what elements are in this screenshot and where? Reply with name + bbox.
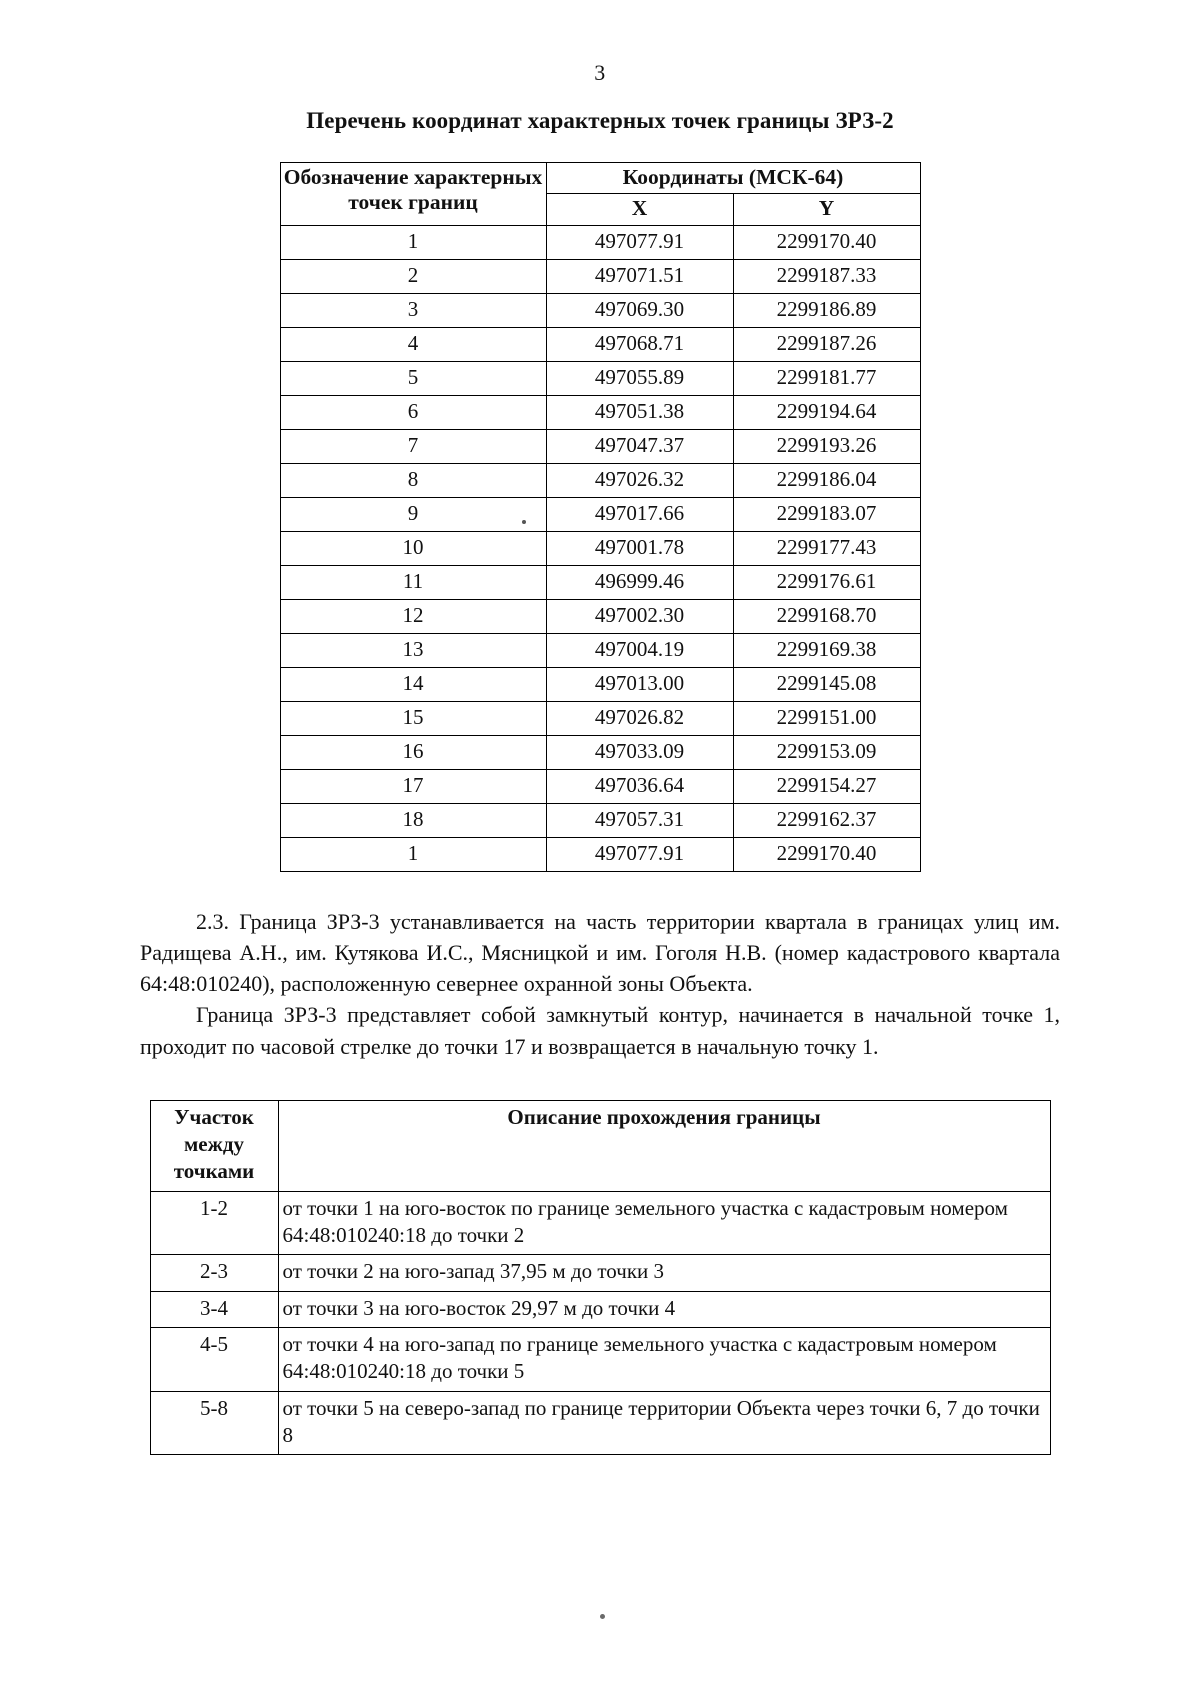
cell-point: 11 xyxy=(280,565,546,599)
cell-point: 13 xyxy=(280,633,546,667)
table-row xyxy=(150,1291,1050,1327)
cell-y: 2299145.08 xyxy=(733,667,920,701)
page-title: Перечень координат характерных точек границы ЗРЗ-2 xyxy=(306,108,894,133)
cell-x: 497004.19 xyxy=(546,633,733,667)
table-row xyxy=(280,803,920,837)
cell-point: 5 xyxy=(280,361,546,395)
table-row xyxy=(280,225,920,259)
cell-segment: 1-2 xyxy=(150,1191,278,1255)
cell-x: 497077.91 xyxy=(546,225,733,259)
coordinate-table xyxy=(280,162,921,872)
table-row xyxy=(280,837,920,871)
cell-y: 2299194.64 xyxy=(733,395,920,429)
header-y: Y xyxy=(733,194,920,225)
cell-point: 10 xyxy=(280,531,546,565)
table-row xyxy=(280,429,920,463)
description-table-head xyxy=(150,1100,1050,1191)
cell-x: 497036.64 xyxy=(546,769,733,803)
cell-point: 14 xyxy=(280,667,546,701)
cell-y: 2299181.77 xyxy=(733,361,920,395)
cell-point: 12 xyxy=(280,599,546,633)
table-row xyxy=(280,497,920,531)
paragraph-contour: Граница ЗРЗ-3 представляет собой замкнутый контур, начинается в начальной точке 1, проходит по часовой стрелке до точки 17 и возвращается в начальную точку 1. xyxy=(140,1002,1060,1059)
cell-segment: 2-3 xyxy=(150,1255,278,1291)
table-header-row xyxy=(280,163,920,194)
cell-y: 2299193.26 xyxy=(733,429,920,463)
cell-y: 2299169.38 xyxy=(733,633,920,667)
cell-x: 497002.30 xyxy=(546,599,733,633)
page-number: 3 xyxy=(594,60,606,85)
cell-point: 3 xyxy=(280,293,546,327)
cell-point: 1 xyxy=(280,225,546,259)
cell-x: 497026.82 xyxy=(546,701,733,735)
cell-x: 497047.37 xyxy=(546,429,733,463)
cell-segment: 4-5 xyxy=(150,1327,278,1391)
cell-x: 497017.66 xyxy=(546,497,733,531)
cell-y: 2299151.00 xyxy=(733,701,920,735)
cell-y: 2299170.40 xyxy=(733,225,920,259)
cell-y: 2299176.61 xyxy=(733,565,920,599)
cell-y: 2299162.37 xyxy=(733,803,920,837)
cell-x: 497077.91 xyxy=(546,837,733,871)
table-row xyxy=(280,463,920,497)
table-row xyxy=(280,599,920,633)
cell-point: 18 xyxy=(280,803,546,837)
table-row xyxy=(280,327,920,361)
cell-segment: 5-8 xyxy=(150,1391,278,1455)
cell-y: 2299186.04 xyxy=(733,463,920,497)
cell-y: 2299170.40 xyxy=(733,837,920,871)
cell-description: от точки 2 на юго-запад 37,95 м до точки 3 xyxy=(278,1255,1050,1291)
cell-y: 2299153.09 xyxy=(733,735,920,769)
table-row xyxy=(150,1191,1050,1255)
description-table-body xyxy=(150,1191,1050,1454)
cell-description: от точки 1 на юго-восток по границе земельного участка с кадастровым номером 64:48:010240:18 до точки 2 xyxy=(278,1191,1050,1255)
cell-description: от точки 4 на юго-запад по границе земельного участка с кадастровым номером 64:48:010240:18 до точки 5 xyxy=(278,1327,1050,1391)
page-bottom-mark xyxy=(600,1614,605,1619)
table-header-row xyxy=(150,1100,1050,1191)
header-description: Описание прохождения границы xyxy=(278,1100,1050,1191)
cell-x: 497069.30 xyxy=(546,293,733,327)
table-row xyxy=(280,735,920,769)
cell-y: 2299187.26 xyxy=(733,327,920,361)
description-table-container xyxy=(0,1100,1200,1455)
cell-point: 16 xyxy=(280,735,546,769)
cell-description: от точки 3 на юго-восток 29,97 м до точки 4 xyxy=(278,1291,1050,1327)
table-row xyxy=(280,769,920,803)
cell-y: 2299187.33 xyxy=(733,259,920,293)
table-row xyxy=(280,531,920,565)
table-row xyxy=(280,565,920,599)
table-row xyxy=(150,1327,1050,1391)
table-row xyxy=(280,361,920,395)
header-point-label: Обозначение характерных точек границ xyxy=(280,163,546,226)
table-row xyxy=(280,395,920,429)
header-coordinates-group: Координаты (МСК-64) xyxy=(546,163,920,194)
table-row xyxy=(280,259,920,293)
cell-x: 497055.89 xyxy=(546,361,733,395)
table-row xyxy=(280,667,920,701)
cell-point: 2 xyxy=(280,259,546,293)
coordinate-table-head xyxy=(280,163,920,226)
table-row xyxy=(280,701,920,735)
cell-x: 497057.31 xyxy=(546,803,733,837)
coordinate-table-body xyxy=(280,225,920,871)
cell-x: 497001.78 xyxy=(546,531,733,565)
cell-description: от точки 5 на северо-запад по границе территории Объекта через точки 6, 7 до точки 8 xyxy=(278,1391,1050,1455)
cell-x: 497026.32 xyxy=(546,463,733,497)
cell-x: 497051.38 xyxy=(546,395,733,429)
coordinate-table-container xyxy=(0,162,1200,872)
table-row xyxy=(150,1391,1050,1455)
cell-point: 8 xyxy=(280,463,546,497)
cell-point: 1 xyxy=(280,837,546,871)
cell-point: 9 xyxy=(280,497,546,531)
cell-x: 497068.71 xyxy=(546,327,733,361)
cell-point: 7 xyxy=(280,429,546,463)
cell-y: 2299186.89 xyxy=(733,293,920,327)
header-segment: Участок между точками xyxy=(150,1100,278,1191)
cell-point: 15 xyxy=(280,701,546,735)
cell-segment: 3-4 xyxy=(150,1291,278,1327)
description-table xyxy=(150,1100,1051,1455)
cell-point: 17 xyxy=(280,769,546,803)
cell-y: 2299177.43 xyxy=(733,531,920,565)
cell-point: 6 xyxy=(280,395,546,429)
header-x: X xyxy=(546,194,733,225)
scan-speck xyxy=(522,520,526,524)
cell-y: 2299183.07 xyxy=(733,497,920,531)
cell-x: 496999.46 xyxy=(546,565,733,599)
table-row xyxy=(150,1255,1050,1291)
table-row xyxy=(280,293,920,327)
cell-x: 497033.09 xyxy=(546,735,733,769)
table-row xyxy=(280,633,920,667)
cell-y: 2299154.27 xyxy=(733,769,920,803)
cell-x: 497013.00 xyxy=(546,667,733,701)
body-text-block xyxy=(140,906,1060,1062)
cell-y: 2299168.70 xyxy=(733,599,920,633)
cell-point: 4 xyxy=(280,327,546,361)
cell-x: 497071.51 xyxy=(546,259,733,293)
paragraph-2-3: 2.3. Граница ЗРЗ-3 устанавливается на часть территории квартала в границах улиц им. Радищева А.Н., им. Кутякова И.С., Мясницкой и им. Гоголя Н.В. (номер кадастрового квартала 64:48:010240), расположенную севернее охранной зоны Объекта. xyxy=(140,908,1060,997)
